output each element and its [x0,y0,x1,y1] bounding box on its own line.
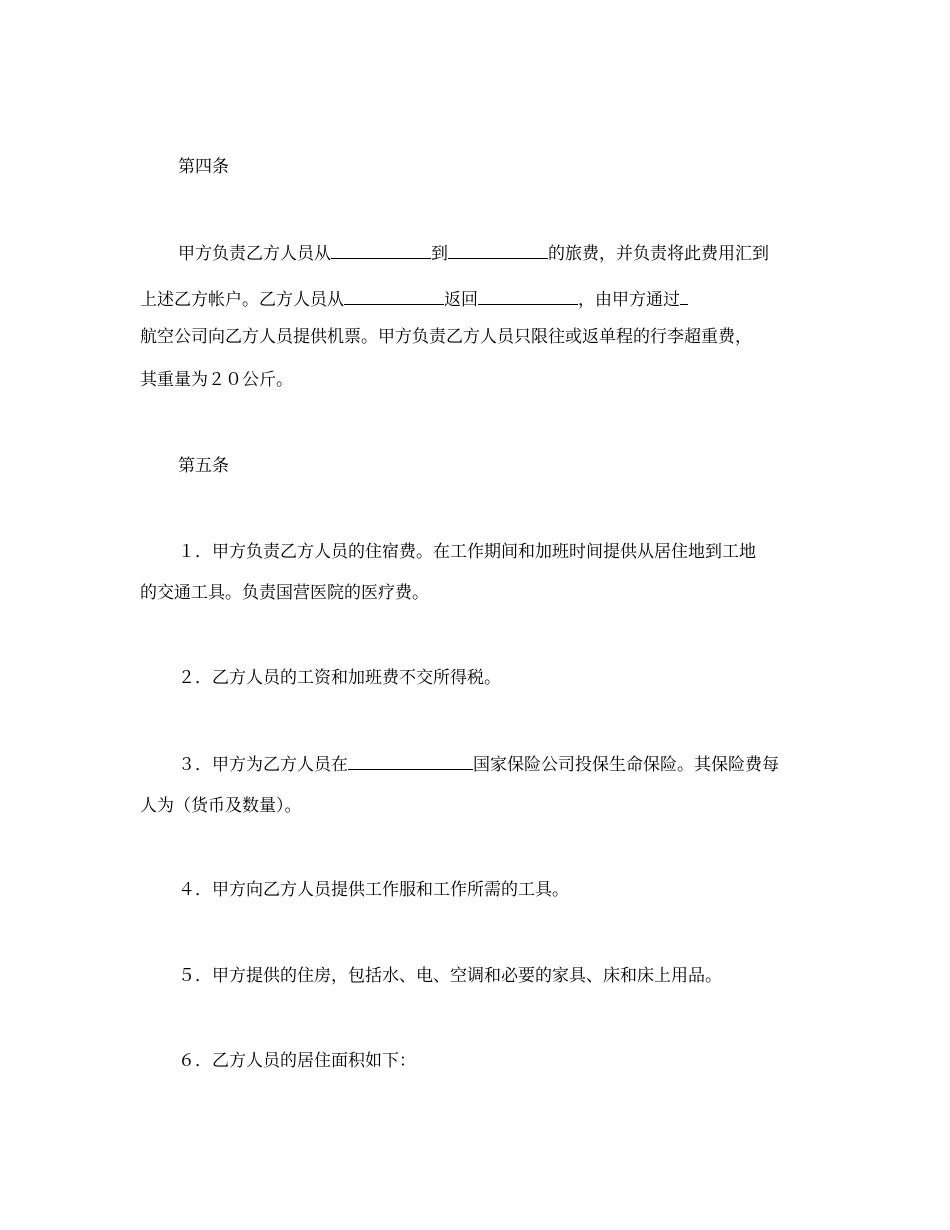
blank-airline-field [680,286,688,305]
article-4-line-1 [178,240,769,266]
article-5-item-5: ５．甲方提供的住房，包括水、电、空调和必要的家具、床和床上用品。 [178,966,722,986]
article-4-heading: 第四条 [178,157,229,177]
article-5-item-3-line-1 [178,751,779,777]
text-segment: ３．甲方为乙方人员在 [178,755,348,775]
text-segment: 到 [431,244,448,264]
text-segment: ，由甲方通过 [578,290,680,310]
text-segment: 国家保险公司投保生命保险。其保险费每 [473,755,779,775]
blank-return-from-field [344,286,444,305]
article-5-item-4: ４．甲方向乙方人员提供工作服和工作所需的工具。 [178,880,569,900]
article-5-heading: 第五条 [178,456,229,476]
text-segment: 上述乙方帐户。乙方人员从 [140,290,344,310]
article-4-line-3: 航空公司向乙方人员提供机票。甲方负责乙方人员只限往或返单程的行李超重费， [140,327,752,347]
blank-return-to-field [478,286,578,305]
text-segment: 甲方负责乙方人员从 [178,244,331,264]
text-segment: 的旅费，并负责将此费用汇到 [548,244,769,264]
article-5-item-3-line-2: 人为（货币及数量）。 [140,796,302,816]
article-5-item-1-line-2: 的交通工具。负责国营医院的医疗费。 [140,583,429,603]
blank-origin-field [331,240,431,259]
blank-country-field [348,751,473,770]
text-segment: 返回 [444,290,478,310]
article-5-item-1-line-1: １．甲方负责乙方人员的住宿费。在工作期间和加班时间提供从居住地到工地 [178,542,756,562]
article-5-item-6: ６．乙方人员的居住面积如下： [178,1051,416,1071]
article-4-line-4: 其重量为２０公斤。 [140,370,293,390]
blank-destination-field [448,240,548,259]
article-4-line-2 [140,286,688,312]
article-5-item-2: ２．乙方人员的工资和加班费不交所得税。 [178,668,501,688]
